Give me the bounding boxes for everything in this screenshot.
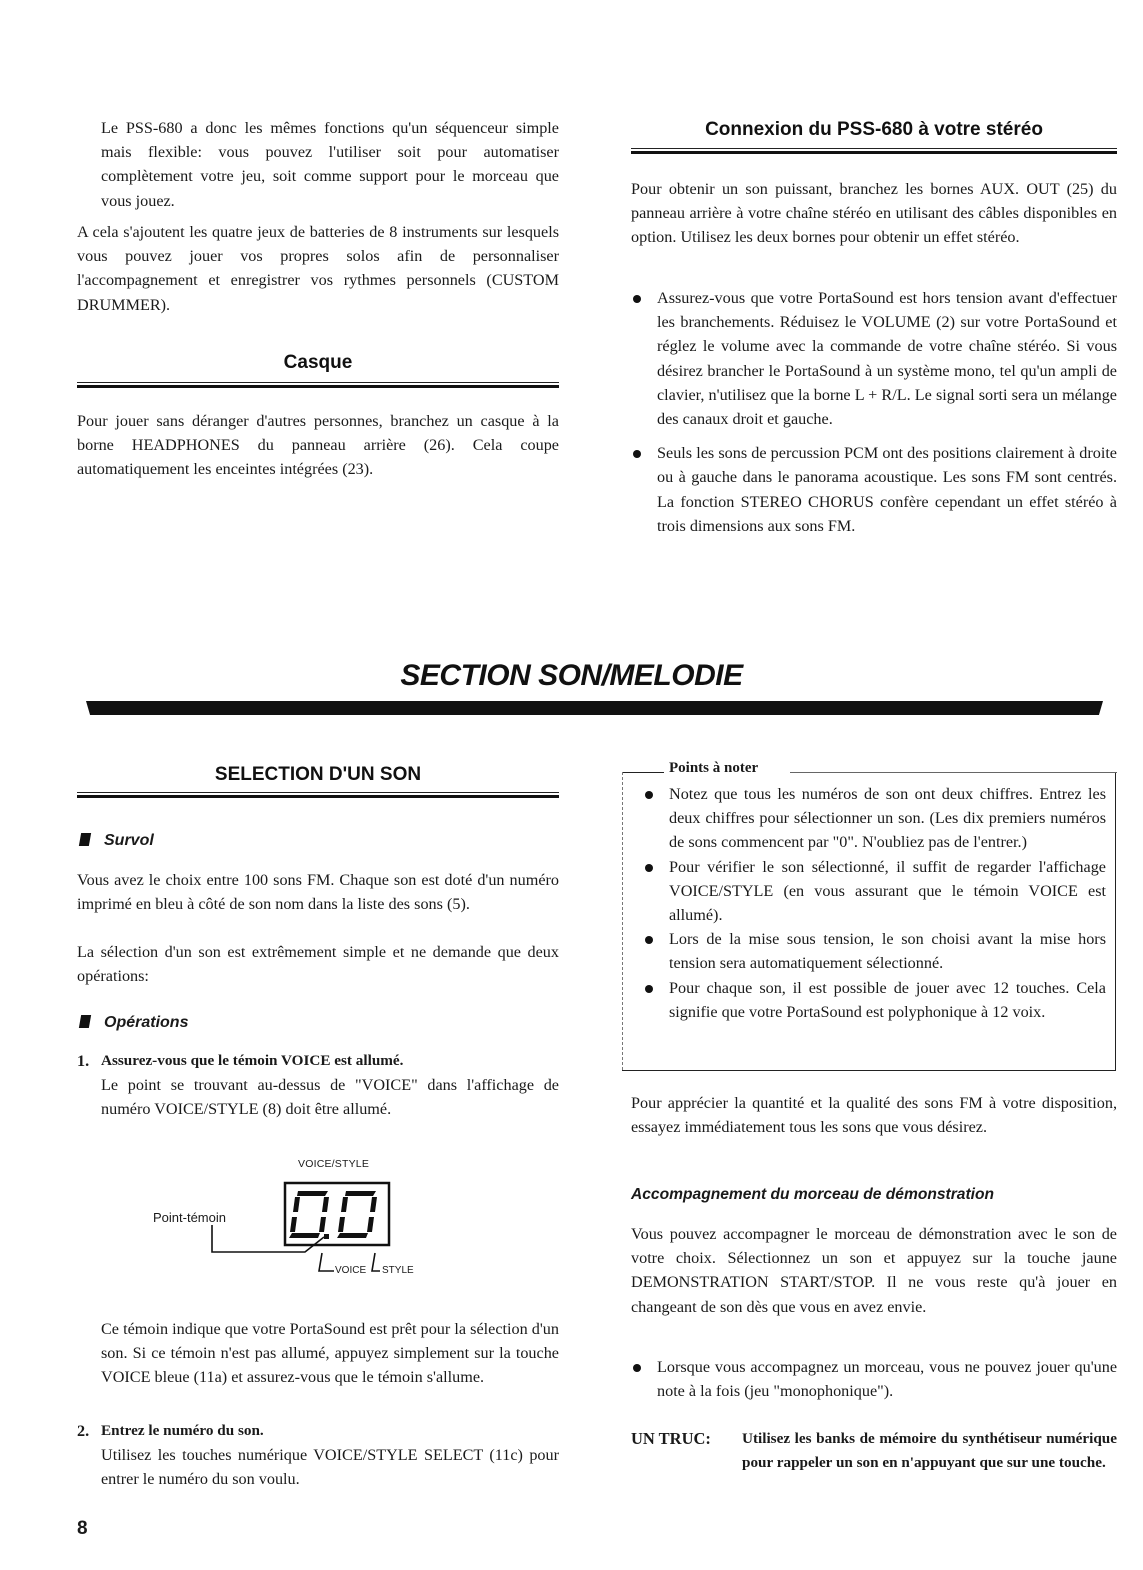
bullet-icon — [645, 985, 653, 993]
tip-label: UN TRUC: — [631, 1429, 711, 1448]
notes-title: Points à noter — [669, 760, 764, 777]
display-voice-label: VOICE — [335, 1265, 367, 1276]
notes-item — [643, 927, 1106, 975]
survol-paragraph-2: La sélection d'un son est extrêmement simple et ne demande que deux opérations: — [77, 943, 559, 986]
bullet-icon — [633, 450, 641, 458]
intro-paragraph-2: A cela s'ajoutent les quatre jeux de batteries de 8 instruments sur lesquels vous pouvez jouer vos propres solos afin de personnaliser l'accompagnement et enregistrer vos rythmes personnels (CUSTOM DRUMMER). — [77, 223, 559, 314]
digit-2 — [337, 1191, 377, 1238]
notes-item — [643, 782, 1106, 855]
step-1-text: Le point se trouvant au-dessus de "VOICE" dans l'affichage de numéro VOICE/STYLE (8) doit être allumé. — [101, 1076, 559, 1119]
notes-box-left-line — [622, 772, 623, 1070]
square-bullet-icon — [79, 1015, 91, 1028]
notes-item — [643, 976, 1106, 1024]
connexion-rule — [631, 148, 1117, 154]
casque-title: Casque — [283, 352, 353, 373]
notes-item-text: Pour chaque son, il est possible de jouer avec 12 touches. Cela signifie que votre PortaSound est polyphonique à 12 voix. — [669, 978, 1106, 1021]
demo-heading: Accompagnement du morceau de démonstration — [631, 1186, 995, 1203]
step-1-title: Assurez-vous que le témoin VOICE est allumé. — [101, 1052, 404, 1069]
square-bullet-icon — [79, 833, 91, 846]
demo-text: Vous pouvez accompagner le morceau de démonstration avec le son de votre choix. Sélectionnez un son et appuyez sur la touche jaune DEMONSTRATION START/STOP. Il ne vous reste qu'à jouer en changeant de son dès que vous en avez envie. — [631, 1225, 1117, 1316]
indicator-label: Point-témoin — [153, 1210, 226, 1225]
connexion-bullet-text: Assurez-vous que votre PortaSound est hors tension avant d'effectuer les branchements. Réduisez le VOLUME (2) sur votre PortaSound et réglez le volume avec la commande de votre chaîne stéréo. Si vous désirez brancher le PortaSound à un système mono, tel qu'un ampli de clavier, n'utilisez que la borne L + R/L. Le signal sorti sera un mélange des canaux droit et gauche. — [657, 289, 1117, 429]
survol-paragraph-1: Vous avez le choix entre 100 sons FM. Chaque son est doté d'un numéro imprimé en bleu à côté de son nom dans la liste des sons (5). — [77, 871, 559, 914]
bullet-icon — [645, 791, 653, 799]
step-2-text: Utilisez les touches numérique VOICE/STYLE SELECT (11c) pour entrer le numéro du son voulu. — [101, 1446, 559, 1489]
section-banner-bar — [86, 701, 1103, 715]
bullet-icon — [645, 936, 653, 944]
demo-bullet-text: Lorsque vous accompagnez un morceau, vous ne pouvez jouer qu'une note à la fois (jeu "monophonique"). — [657, 1358, 1117, 1401]
demo-bullets — [631, 1355, 1117, 1403]
intro-paragraph-1: Le PSS-680 a donc les mêmes fonctions qu'un séquenceur simple mais flexible: vous pouvez l'utiliser soit pour automatiser complètement votre jeu, soit comme support pour le morceau que vous jouez. — [101, 119, 559, 210]
tip-text: Utilisez les banks de mémoire du synthétiseur numérique pour rappeler un son en n'appuyant que sur une touche. — [742, 1430, 1117, 1472]
digit-1 — [289, 1191, 329, 1238]
bullet-icon — [633, 295, 641, 303]
notes-item-text: Lors de la mise sous tension, le son choisi avant la mise hors tension sera automatiquement sélectionné. — [669, 930, 1106, 973]
notes-item-text: Notez que tous les numéros de son ont deux chiffres. Entrez les deux chiffres pour sélectionner un son. (Les dix premiers numéros de sons commencent par "0". N'oubliez pas de l'entrer.) — [669, 785, 1106, 852]
display-top-label: VOICE/STYLE — [298, 1158, 370, 1170]
indicator-point — [324, 1234, 329, 1239]
notes-item-text: Pour vérifier le son sélectionné, il suffit de regarder l'affichage VOICE/STYLE (en vous assurant que le témoin VOICE est allumé). — [669, 857, 1106, 925]
display-style-label: STYLE — [382, 1265, 414, 1276]
bullet-icon — [633, 1364, 641, 1372]
casque-text: Pour jouer sans déranger d'autres personnes, branchez un casque à la borne HEADPHONES du panneau arrière (26). Cela coupe automatiquement les enceintes intégrées (23). — [77, 412, 559, 479]
connexion-bullets — [631, 286, 1117, 538]
demo-bullet — [631, 1355, 1117, 1403]
section-banner-title: SECTION SON/MELODIE — [400, 659, 743, 692]
page-number: 8 — [77, 1518, 88, 1539]
operations-heading: Opérations — [80, 1014, 188, 1032]
step-2-number: 2. — [77, 1422, 90, 1440]
connexion-title: Connexion du PSS-680 à votre stéréo — [705, 119, 1043, 140]
step-2-title: Entrez le numéro du son. — [101, 1422, 264, 1439]
notes-item — [643, 855, 1106, 928]
selection-title: SELECTION D'UN SON — [214, 764, 422, 785]
right-paragraph-1: Pour apprécier la quantité et la qualité des sons FM à votre disposition, essayez immédiatement tous les sons que vous désirez. — [631, 1094, 1117, 1137]
notes-list — [643, 782, 1106, 1024]
casque-rule — [77, 382, 559, 388]
step-1-text-2: Ce témoin indique que votre PortaSound est prêt pour la sélection d'un son. Si ce témoin n'est pas allumé, appuyez simplement sur la touche VOICE bleue (11a) et assurez-vous que le témoin s'allume. — [101, 1320, 559, 1387]
connexion-bullet-text: Seuls les sons de percussion PCM ont des positions clairement à droite ou à gauche dans le panorama acoustique. Les sons FM sont centrés. La fonction STEREO CHORUS confère cependant un effet stéréo à trois dimensions aux sons FM. — [657, 444, 1117, 535]
connexion-bullet — [631, 441, 1117, 538]
connexion-bullet — [631, 286, 1117, 431]
notes-box-top-left-line — [622, 772, 664, 773]
connexion-intro: Pour obtenir un son puissant, branchez les bornes AUX. OUT (25) du panneau arrière à votre chaîne stéréo en utilisant des câbles disponibles en option. Utilisez les deux bornes pour obtenir un effet stéréo. — [631, 180, 1117, 247]
notes-box-top-right-line — [790, 772, 1117, 773]
bullet-icon — [645, 864, 653, 872]
step-1-number: 1. — [77, 1052, 90, 1070]
selection-rule — [77, 792, 559, 798]
survol-heading: Survol — [80, 832, 154, 850]
